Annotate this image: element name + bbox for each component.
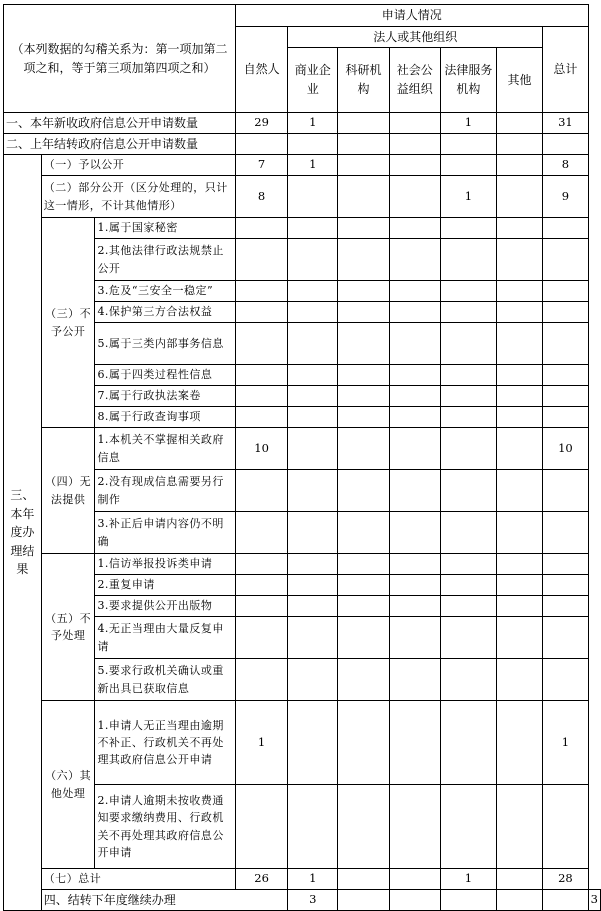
cell-total xyxy=(543,302,588,323)
cell-natural xyxy=(235,554,287,575)
cell-natural xyxy=(235,785,287,869)
cell-research xyxy=(338,869,389,890)
row-label: 1.信访举报投诉类申请 xyxy=(95,554,236,575)
cell-total xyxy=(543,365,588,386)
cell-total xyxy=(543,617,588,659)
cell-other xyxy=(496,113,542,134)
cell-social xyxy=(440,890,496,911)
cell-natural xyxy=(235,617,287,659)
header-commercial: 商业企业 xyxy=(288,48,338,113)
table-row xyxy=(4,428,601,470)
table-row xyxy=(4,155,601,176)
cell-natural xyxy=(235,134,287,155)
row-label: 一、本年新收政府信息公开申请数量 xyxy=(4,113,236,134)
header-applicant-situation: 申请人情况 xyxy=(235,5,588,27)
table-row xyxy=(4,701,601,785)
cell-total: 28 xyxy=(543,869,588,890)
header-social-welfare: 社会公益组织 xyxy=(389,48,440,113)
group-label-other-handle: （六）其他处理 xyxy=(41,701,95,869)
cell-natural xyxy=(235,302,287,323)
row-label: 8.属于行政查询事项 xyxy=(95,407,236,428)
cell-natural xyxy=(235,323,287,365)
row-label: 3.要求提供公开出版物 xyxy=(95,596,236,617)
group-label-not-disclose: （三）不予公开 xyxy=(41,218,95,428)
cell-research xyxy=(338,134,389,155)
cell-total: 3 xyxy=(588,890,600,911)
cell-total xyxy=(543,407,588,428)
cell-other xyxy=(496,155,542,176)
cell-natural: 3 xyxy=(288,890,338,911)
cell-legal xyxy=(496,890,542,911)
cell-natural: 29 xyxy=(235,113,287,134)
cell-total xyxy=(543,323,588,365)
header-natural-person: 自然人 xyxy=(235,27,287,113)
cell-research xyxy=(338,113,389,134)
header-total: 总计 xyxy=(543,27,588,113)
header-research: 科研机构 xyxy=(338,48,389,113)
cell-total xyxy=(543,596,588,617)
table-row xyxy=(4,176,601,218)
cell-natural xyxy=(235,218,287,239)
cell-total xyxy=(543,239,588,281)
row-label: 5.属于三类内部事务信息 xyxy=(95,323,236,365)
header-legal-entities: 法人或其他组织 xyxy=(288,27,543,48)
cell-social xyxy=(389,869,440,890)
row-label: 2.没有现成信息需要另行制作 xyxy=(95,470,236,512)
cell-research xyxy=(389,890,440,911)
cell-other xyxy=(496,869,542,890)
section3-label: 三、本年度办理结果 xyxy=(4,155,42,911)
cell-research xyxy=(338,176,389,218)
row-label: 2.重复申请 xyxy=(95,575,236,596)
cell-other xyxy=(496,176,542,218)
cell-other xyxy=(496,134,542,155)
report-table-wrapper xyxy=(3,4,601,911)
cell-commercial: 1 xyxy=(288,869,338,890)
row-label: （一）予以公开 xyxy=(41,155,235,176)
cell-research xyxy=(338,155,389,176)
row-label: （七）总计 xyxy=(41,869,235,890)
cell-natural xyxy=(235,365,287,386)
cell-natural xyxy=(235,239,287,281)
row-label: 3.危及“三安全一稳定” xyxy=(95,281,236,302)
cell-natural xyxy=(235,407,287,428)
cell-social xyxy=(389,134,440,155)
cell-natural xyxy=(235,386,287,407)
cell-total xyxy=(543,281,588,302)
table-row xyxy=(4,869,601,890)
row-label: 3.补正后申请内容仍不明确 xyxy=(95,512,236,554)
cell-social xyxy=(389,155,440,176)
cell-natural xyxy=(235,659,287,701)
cell-legal: 1 xyxy=(440,869,496,890)
row-label: 4.无正当理由大量反复申请 xyxy=(95,617,236,659)
cell-social xyxy=(389,176,440,218)
row-label: 四、结转下年度继续办理 xyxy=(41,890,287,911)
cell-total xyxy=(543,659,588,701)
header-other: 其他 xyxy=(496,48,542,113)
cell-total xyxy=(543,386,588,407)
row-label: 1.属于国家秘密 xyxy=(95,218,236,239)
cell-total xyxy=(543,134,588,155)
cell-total xyxy=(543,512,588,554)
cell-total: 9 xyxy=(543,176,588,218)
cell-social xyxy=(389,113,440,134)
cell-legal xyxy=(440,155,496,176)
row-label: 6.属于四类过程性信息 xyxy=(95,365,236,386)
table-row xyxy=(4,554,601,575)
cell-natural xyxy=(235,281,287,302)
header-note: （本列数据的勾稽关系为：第一项加第二项之和，等于第三项加第四项之和） xyxy=(4,5,236,113)
cell-legal: 1 xyxy=(440,176,496,218)
row-label: 1.申请人无正当理由逾期不补正、行政机关不再处理其政府信息公开申请 xyxy=(95,701,236,785)
row-label: 2.申请人逾期未按收费通知要求缴纳费用、行政机关不再处理其政府信息公开申请 xyxy=(95,785,236,869)
table-row xyxy=(4,134,601,155)
cell-total: 31 xyxy=(543,113,588,134)
row-label: （二）部分公开（区分处理的，只计这一情形，不计其他情形） xyxy=(41,176,235,218)
cell-natural: 7 xyxy=(235,155,287,176)
table-row xyxy=(4,113,601,134)
cell-natural xyxy=(235,470,287,512)
row-label: 7.属于行政执法案卷 xyxy=(95,386,236,407)
cell-total: 1 xyxy=(543,701,588,785)
cell-total xyxy=(543,554,588,575)
cell-commercial: 1 xyxy=(288,155,338,176)
cell-natural xyxy=(235,512,287,554)
row-label: 1.本机关不掌握相关政府信息 xyxy=(95,428,236,470)
cell-total xyxy=(543,218,588,239)
cell-natural: 8 xyxy=(235,176,287,218)
cell-commercial xyxy=(338,890,389,911)
cell-natural: 1 xyxy=(235,701,287,785)
cell-total xyxy=(543,785,588,869)
row-label: 4.保护第三方合法权益 xyxy=(95,302,236,323)
cell-commercial xyxy=(288,134,338,155)
cell-total: 8 xyxy=(543,155,588,176)
cell-other xyxy=(543,890,588,911)
cell-natural xyxy=(235,575,287,596)
cell-natural: 10 xyxy=(235,428,287,470)
cell-total: 10 xyxy=(543,428,588,470)
cell-legal: 1 xyxy=(440,113,496,134)
cell-commercial: 1 xyxy=(288,113,338,134)
cell-natural xyxy=(235,596,287,617)
cell-commercial xyxy=(288,176,338,218)
row-label: 二、上年结转政府信息公开申请数量 xyxy=(4,134,236,155)
row-label: 5.要求行政机关确认或重新出具已获取信息 xyxy=(95,659,236,701)
cell-total xyxy=(543,470,588,512)
row-label: 2.其他法律行政法规禁止公开 xyxy=(95,239,236,281)
group-label-unable: （四）无法提供 xyxy=(41,428,95,554)
header-legal-service: 法律服务机构 xyxy=(440,48,496,113)
table-row xyxy=(4,890,601,911)
cell-legal xyxy=(440,134,496,155)
cell-total xyxy=(543,575,588,596)
group-label-not-handle: （五）不予处理 xyxy=(41,554,95,701)
info-disclosure-table xyxy=(3,4,601,911)
table-row xyxy=(4,218,601,239)
cell-natural: 26 xyxy=(235,869,287,890)
